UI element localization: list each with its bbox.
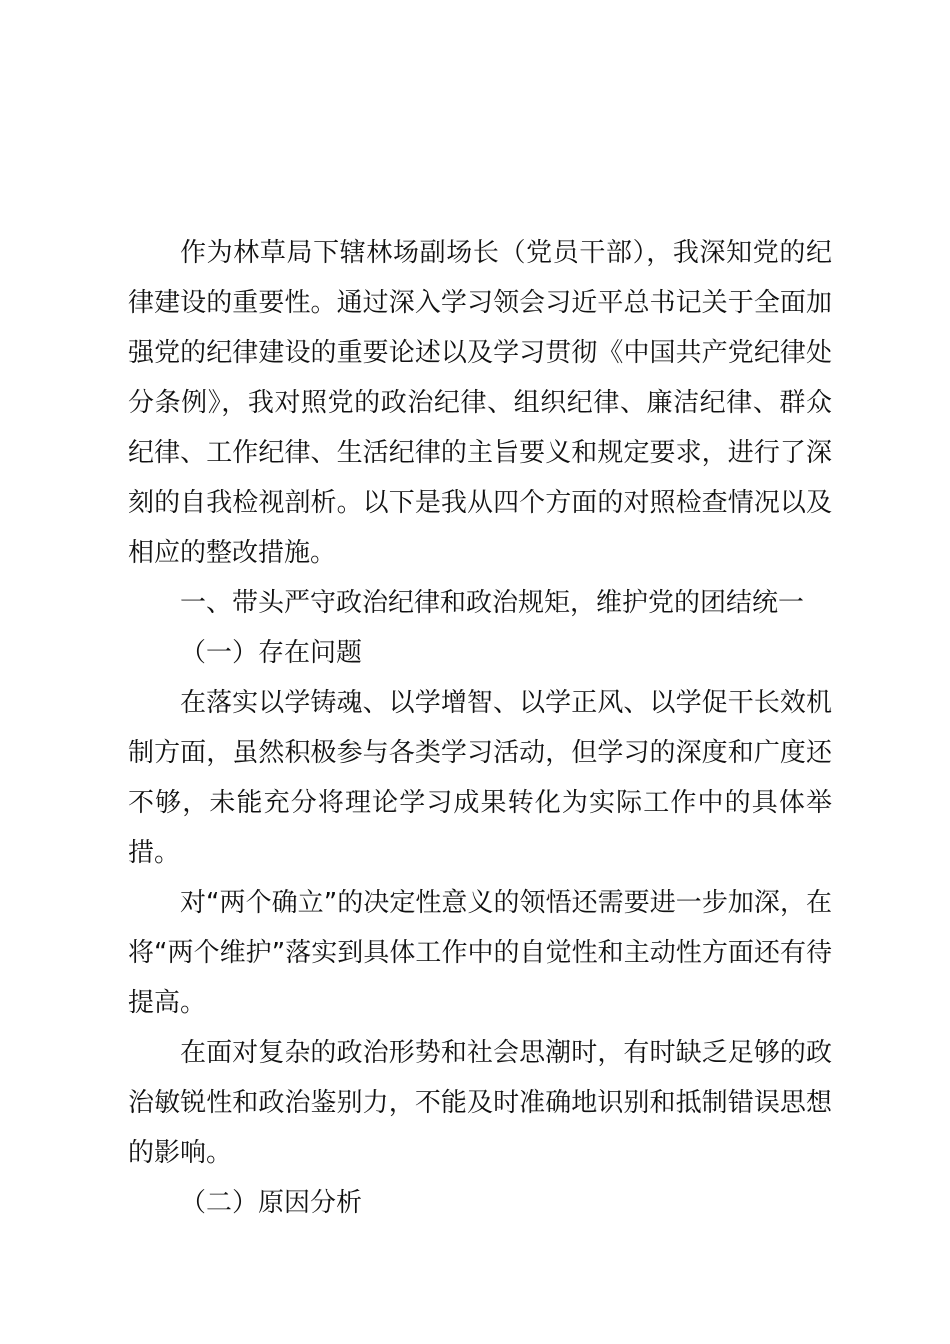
problem-paragraph-1: 在落实以学铸魂、以学增智、以学正风、以学促干长效机制方面，虽然积极参与各类学习活动，但学习的深度和广度还不够，未能充分将理论学习成果转化为实际工作中的具体举措。 <box>128 688 832 868</box>
intro-paragraph: 作为林草局下辖林场副场长（党员干部），我深知党的纪律建设的重要性。通过深入学习领会习近平总书记关于全面加强党的纪律建设的重要论述以及学习贯彻《中国共产党纪律处分条例》，我对照党的政治纪律、组织纪律、廉洁纪律、群众纪律、工作纪律、生活纪律的主旨要义和规定要求，进行了深刻的自我检视剖析。以下是我从四个方面的对照检查情况以及相应的整改措施。 <box>128 238 832 568</box>
subsection-heading-problems: （一）存在问题 <box>180 638 363 668</box>
section-heading-1: 一、带头严守政治纪律和政治规矩，维护党的团结统一 <box>180 588 805 618</box>
problem-paragraph-2: 对“两个确立”的决定性意义的领悟还需要进一步加深，在将“两个维护”落实到具体工作中的自觉性和主动性方面还有待提高。 <box>128 888 832 1018</box>
subsection-heading-causes: （二）原因分析 <box>180 1188 363 1218</box>
problem-paragraph-3: 在面对复杂的政治形势和社会思潮时，有时缺乏足够的政治敏锐性和政治鉴别力，不能及时准确地识别和抵制错误思想的影响。 <box>128 1038 832 1168</box>
document-body <box>128 228 832 1228</box>
